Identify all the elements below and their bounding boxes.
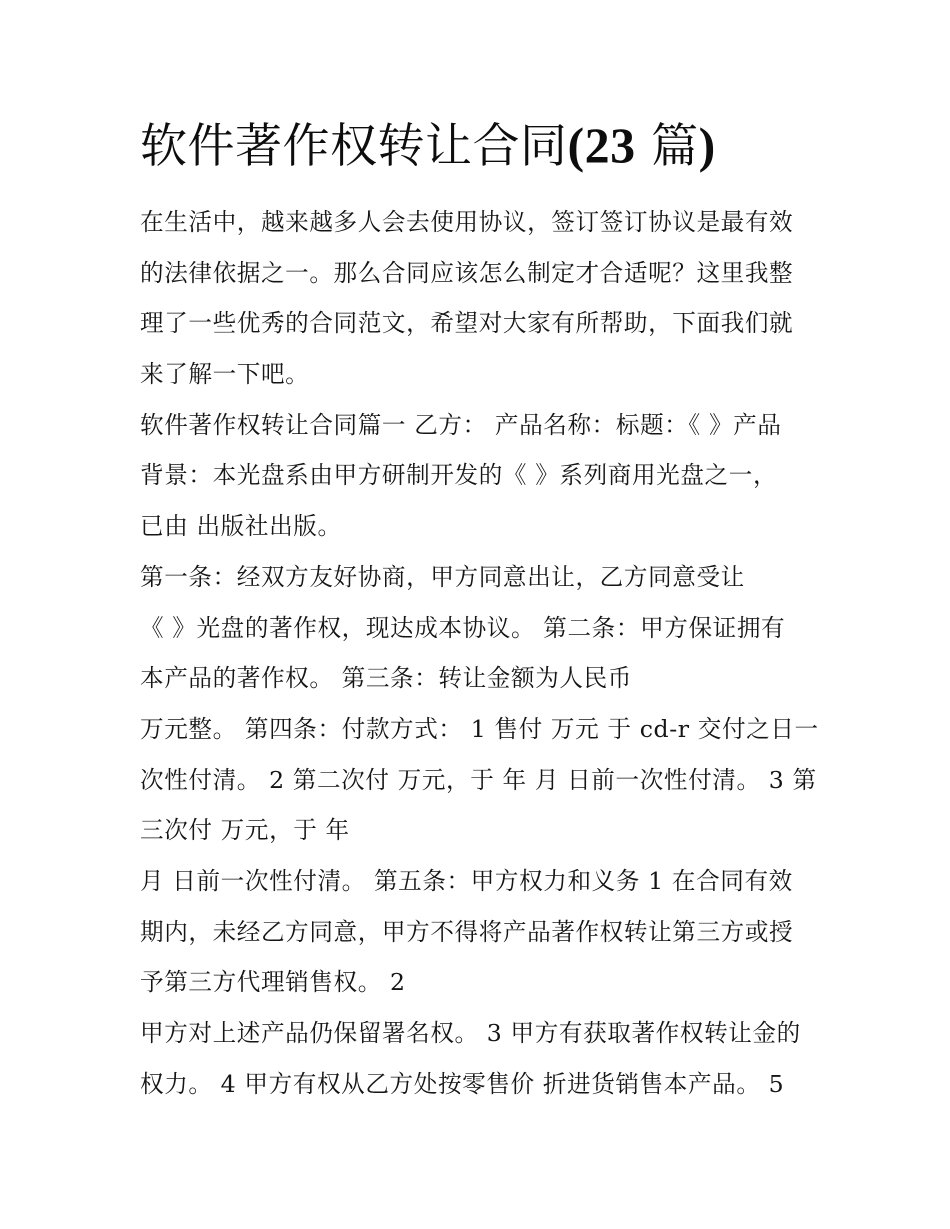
body-line: 背景：本光盘系由甲方研制开发的《 》系列商用光盘之一，	[140, 461, 778, 490]
body-line: 权力。 4 甲方有权从乙方处按零售价 折进货销售本产品。 5	[140, 1069, 785, 1098]
body-line: 万元整。 第四条：付款方式： 1 售付 万元 于 cd-r 交付之日一	[140, 714, 819, 743]
body-line: 在生活中，越来越多人会去使用协议，签订签订协议是最有效	[140, 208, 794, 236]
body-line: 第一条：经双方友好协商，甲方同意出让，乙方同意受让	[140, 562, 745, 591]
body-line: 《 》光盘的著作权，现达成本协议。 第二条：甲方保证拥有	[140, 613, 786, 642]
body-line: 理了一些优秀的合同范文，希望对大家有所帮助，下面我们就	[140, 309, 794, 338]
body-line: 甲方对上述产品仍保留署名权。 3 甲方有获取著作权转让金的	[140, 1019, 801, 1047]
body-line: 次性付清。 2 第二次付 万元，于 年 月 日前一次性付清。 3 第	[140, 765, 817, 794]
body-line: 本产品的著作权。 第三条：转让金额为人民币	[140, 664, 632, 693]
body-line: 来了解一下吧。	[140, 360, 310, 389]
body-line: 期内，未经乙方同意，甲方不得将产品著作权转让第三方或授	[140, 917, 794, 946]
body-line: 月 日前一次性付清。 第五条：甲方权力和义务 1 在合同有效	[140, 866, 793, 895]
title-count-open: (	[567, 117, 585, 173]
title-count-suffix: 篇	[635, 119, 699, 174]
body-line: 三次付 万元，于 年	[140, 816, 350, 845]
title-count-close: )	[698, 117, 716, 173]
body-line: 已由 出版社出版。	[140, 512, 342, 541]
body-line: 的法律依据之一。那么合同应该怎么制定才合适呢？这里我整	[140, 258, 794, 287]
body-line: 软件著作权转让合同篇一 乙方： 产品名称：标题：《 》产品	[140, 410, 782, 439]
title-main: 软件著作权转让合同	[140, 119, 568, 174]
document-body	[140, 197, 820, 1109]
title-count: 23	[584, 117, 636, 173]
document-title	[140, 112, 716, 180]
body-line: 予第三方代理销售权。 2	[140, 968, 406, 997]
